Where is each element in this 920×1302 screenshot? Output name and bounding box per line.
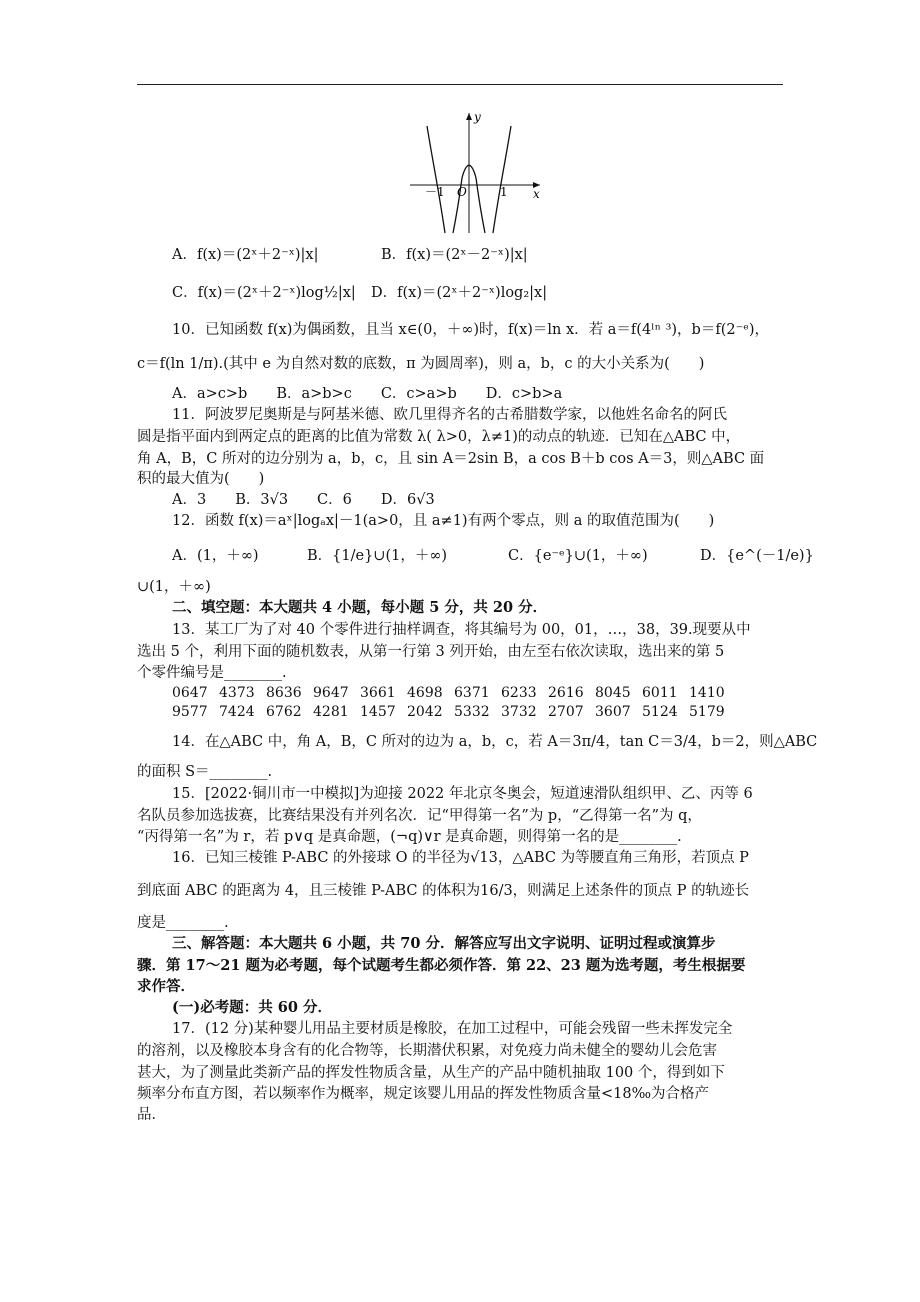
q12-option-b: B．{1/e}∪(1，＋∞)	[307, 548, 448, 564]
random-number-cell: 0647	[172, 685, 208, 701]
random-table-row2	[172, 702, 736, 722]
section3-line1: 三、解答题：本大题共 6 小题，共 70 分．解答应写出文字说明、证明过程或演算步	[172, 935, 716, 952]
q13-line1: 13．某工厂为了对 40 个零件进行抽样调查，将其编号为 00，01，…，38，39.现要从中	[172, 622, 751, 638]
random-number-cell: 2042	[407, 704, 443, 720]
random-number-cell: 8045	[595, 685, 631, 701]
random-number-cell: 6233	[501, 685, 537, 701]
q12-option-c: C．{e⁻ᵉ}∪(1，＋∞)	[508, 548, 648, 564]
random-number-cell: 1410	[689, 685, 725, 701]
random-table-row1	[172, 683, 736, 703]
random-number-cell: 8636	[266, 685, 302, 701]
q13-line3: 个零件编号是________.	[137, 665, 287, 681]
random-number-cell: 9647	[313, 685, 349, 701]
q14-line2: 的面积 S＝________.	[137, 764, 273, 780]
q15-line2: 名队员参加选拔赛，比赛结果没有并列名次．记“甲得第一名”为 p，“乙得第一名”为 q，	[137, 808, 702, 824]
q11-line1: 11．阿波罗尼奥斯是与阿基米德、欧几里得齐名的古希腊数学家，以他姓名命名的阿氏	[172, 407, 727, 423]
random-number-cell: 3661	[360, 685, 396, 701]
q12-option-d: D．{e^(－1/e)}	[700, 548, 814, 564]
random-number-cell: 5124	[642, 704, 678, 720]
random-number-cell: 5179	[689, 704, 725, 720]
random-number-cell: 3607	[595, 704, 631, 720]
q17-line2: 的溶剂，以及橡胶本身含有的化合物等，长期潜伏积累，对免疫力尚未健全的婴幼儿会危害	[137, 1043, 717, 1059]
section3-line3: 求作答．	[137, 978, 195, 995]
random-number-cell: 6762	[266, 704, 302, 720]
function-graph	[400, 108, 550, 238]
random-number-cell: 1457	[360, 704, 396, 720]
random-number-cell: 2616	[548, 685, 584, 701]
q11-options: A．3 B．3√3 C．6 D．6√3	[172, 492, 435, 508]
random-number-cell: 4373	[219, 685, 255, 701]
random-number-cell: 6371	[454, 685, 490, 701]
q11-line4: 积的最大值为( )	[137, 471, 265, 487]
q12-option-a: A．(1，＋∞)	[172, 548, 259, 564]
q10-line1: 10．已知函数 f(x)为偶函数，且当 x∈(0，＋∞)时，f(x)＝ln x．若 a＝f(4ˡⁿ ³)，b＝f(2⁻ᵉ)，	[172, 322, 770, 338]
q9-option-b: B．f(x)＝(2ˣ－2⁻ˣ)|x|	[381, 247, 528, 263]
q10-options: A．a>c>b B．a>b>c C．c>a>b D．c>b>a	[172, 386, 563, 402]
graph-y-label: y	[474, 110, 481, 124]
graph-origin: O	[457, 185, 467, 199]
q12-line1: 12．函数 f(x)＝aˣ|logₐx|－1(a>0，且 a≠1)有两个零点，则 a 的取值范围为( )	[172, 513, 715, 529]
random-number-cell: 6011	[642, 685, 678, 701]
q11-line2: 圆是指平面内到两定点的距离的比值为常数 λ( λ>0，λ≠1)的动点的轨迹．已知在△ABC 中，	[137, 429, 741, 445]
q15-line1: 15．[2022·铜川市一中模拟]为迎接 2022 年北京冬奥会，短道速滑队组织甲、乙、丙等 6	[172, 786, 753, 802]
q9-option-a: A．f(x)＝(2ˣ＋2⁻ˣ)|x|	[172, 247, 319, 263]
q12-line3: ∪(1，＋∞)	[137, 579, 211, 595]
q13-line2: 选出 5 个，利用下面的随机数表，从第一行第 3 列开始，由左至右依次读取，选出来的第 5	[137, 644, 725, 660]
q9-option-d: D．f(x)＝(2ˣ＋2⁻ˣ)log₂|x|	[371, 285, 548, 301]
q11-line3: 角 A，B，C 所对的边分别为 a，b，c，且 sin A＝2sin B，a cos B＋b cos A＝3，则△ABC 面	[137, 451, 765, 467]
q17-line3: 甚大，为了测量此类新产品的挥发性物质含量，从生产的产品中随机抽取 100 个，得到如下	[137, 1065, 725, 1081]
random-number-cell: 4281	[313, 704, 349, 720]
random-number-cell: 3732	[501, 704, 537, 720]
q9-option-c: C．f(x)＝(2ˣ＋2⁻ˣ)log½|x|	[172, 285, 356, 301]
random-number-cell: 2707	[548, 704, 584, 720]
graph-x-label: x	[533, 187, 540, 201]
top-rule	[137, 84, 783, 85]
q15-line3: “丙得第一名”为 r，若 p∨q 是真命题，(¬q)∨r 是真命题，则得第一名的是________.	[137, 829, 682, 845]
section2-heading: 二、填空题：本大题共 4 小题，每小题 5 分，共 20 分．	[172, 599, 548, 616]
random-number-cell: 4698	[407, 685, 443, 701]
random-number-cell: 7424	[219, 704, 255, 720]
random-number-cell: 5332	[454, 704, 490, 720]
section3-subheading: (一)必考题：共 60 分．	[172, 999, 332, 1016]
q14-line1: 14．在△ABC 中，角 A，B，C 所对的边为 a，b，c，若 A＝3π/4，tan C＝3/4，b＝2，则△ABC	[172, 734, 818, 750]
q16-line1: 16．已知三棱锥 P-ABC 的外接球 O 的半径为√13，△ABC 为等腰直角三角形，若顶点 P	[172, 850, 749, 866]
section3-line2: 骤．第 17～21 题为必考题，每个试题考生都必须作答．第 22、23 题为选考题，考生根据要	[137, 957, 746, 974]
q16-line2: 到底面 ABC 的距离为 4，且三棱锥 P-ABC 的体积为16/3，则满足上述条件的顶点 P 的轨迹长	[137, 883, 750, 899]
graph-one: 1	[500, 185, 508, 199]
q16-line3: 度是________.	[137, 915, 229, 931]
graph-neg-one: －1	[425, 185, 445, 199]
random-number-cell: 9577	[172, 704, 208, 720]
q17-line5: 品．	[137, 1107, 166, 1123]
q17-line4: 频率分布直方图，若以频率作为概率，规定该婴儿用品的挥发性物质含量<18‰为合格产	[137, 1086, 710, 1102]
q10-line2: c＝f(ln 1/π).(其中 e 为自然对数的底数，π 为圆周率)，则 a，b，c 的大小关系为( )	[137, 356, 705, 372]
q17-line1: 17．(12 分)某种婴儿用品主要材质是橡胶，在加工过程中，可能会残留一些未挥发完全	[172, 1021, 733, 1037]
